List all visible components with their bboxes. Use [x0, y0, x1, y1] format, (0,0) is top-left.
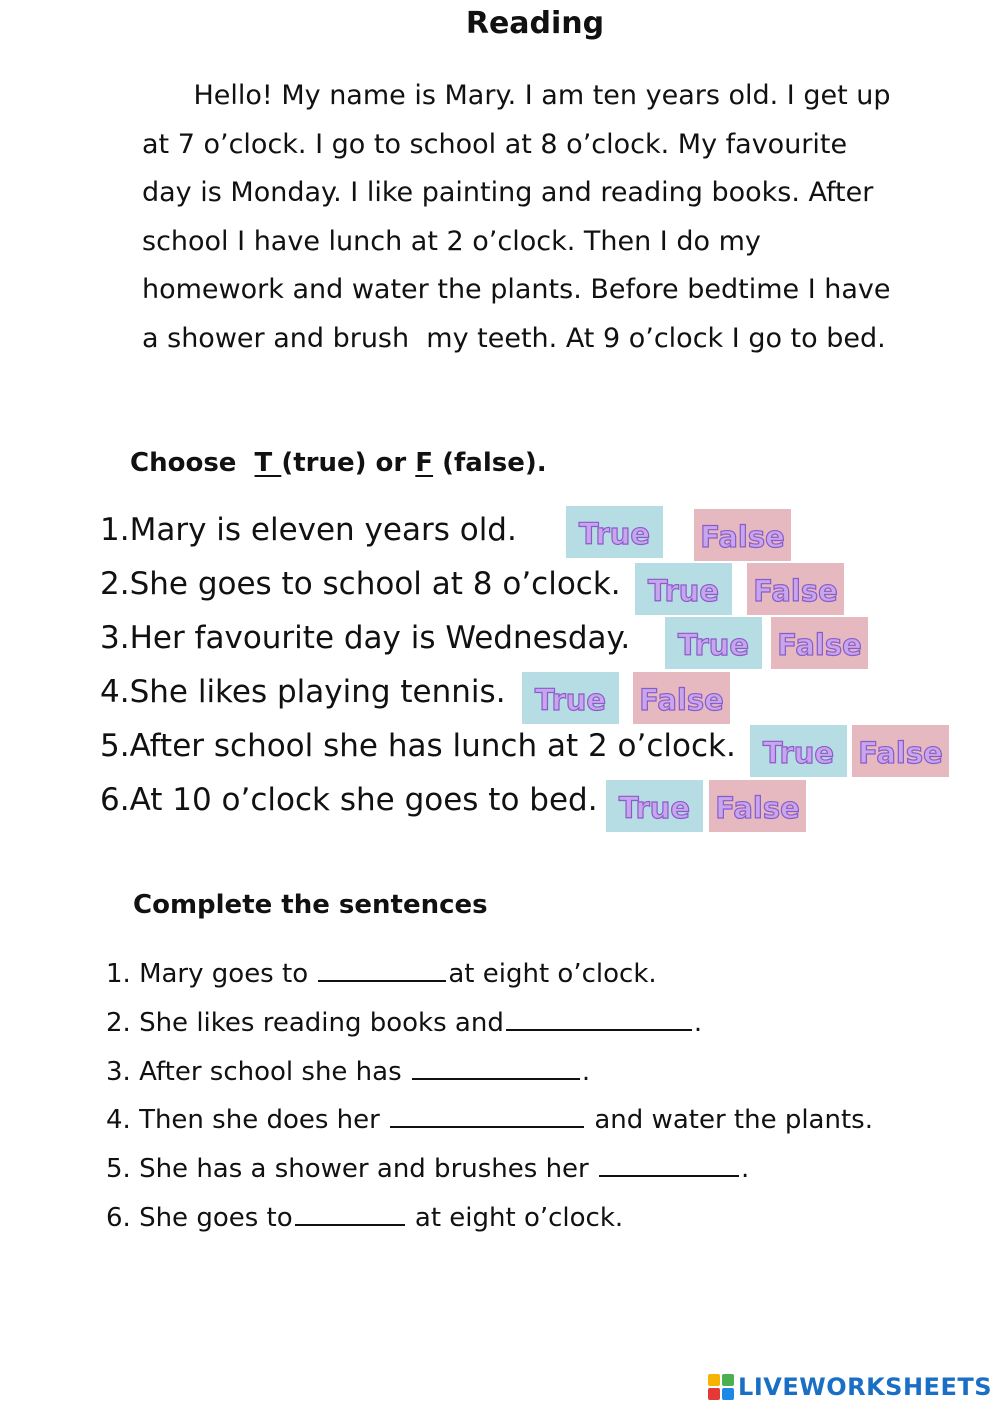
- true-button-1[interactable]: True: [566, 506, 663, 558]
- logo-icon: [708, 1374, 734, 1400]
- false-button-1[interactable]: False: [694, 509, 791, 561]
- sentence-after: at eight o’clock.: [448, 959, 657, 989]
- false-word: (false).: [433, 448, 547, 478]
- question-text: Mary is eleven years old.: [129, 512, 517, 548]
- blank-field[interactable]: [599, 1151, 739, 1177]
- sentence-before: 2. She likes reading books and: [106, 1008, 504, 1038]
- sentence-after: .: [741, 1154, 750, 1184]
- question-number: 3.: [100, 620, 130, 656]
- question-text: After school she has lunch at 2 o’clock.: [129, 728, 736, 764]
- true-button-2[interactable]: True: [635, 563, 732, 615]
- sentence-2: [106, 1005, 702, 1038]
- true-button-6[interactable]: True: [606, 780, 703, 832]
- sentence-before: 3. After school she has: [106, 1057, 410, 1087]
- false-button-4[interactable]: False: [633, 672, 730, 724]
- logo-text: LIVEWORKSHEETS: [738, 1373, 992, 1401]
- blank-field[interactable]: [412, 1054, 580, 1080]
- sentence-5: [106, 1151, 749, 1184]
- false-button-6[interactable]: False: [709, 780, 806, 832]
- complete-sentences-heading: Complete the sentences: [133, 890, 488, 920]
- question-text: She likes playing tennis.: [129, 674, 506, 710]
- tf-question-3: [100, 620, 630, 656]
- sentence-3: [106, 1054, 590, 1087]
- choose-text: Choose: [130, 448, 255, 478]
- logo-square: [708, 1374, 720, 1386]
- false-button-2[interactable]: False: [747, 563, 844, 615]
- tf-question-1: [100, 512, 517, 548]
- tf-question-5: [100, 728, 736, 764]
- true-button-5[interactable]: True: [750, 725, 847, 777]
- sentence-4: [106, 1102, 873, 1135]
- sentence-before: 5. She has a shower and brushes her: [106, 1154, 597, 1184]
- blank-field[interactable]: [390, 1102, 584, 1128]
- true-button-4[interactable]: True: [522, 672, 619, 724]
- sentence-before: 6. She goes to: [106, 1203, 293, 1233]
- false-button-5[interactable]: False: [852, 725, 949, 777]
- passage-line: Hello! My name is Mary. I am ten years old. I get up: [142, 80, 891, 111]
- page-title: Reading: [465, 6, 605, 41]
- passage-line: a shower and brush my teeth. At 9 o’clock I go to bed.: [142, 322, 886, 354]
- f-letter: F: [415, 448, 434, 478]
- question-text: She goes to school at 8 o’clock.: [129, 566, 621, 602]
- false-button-3[interactable]: False: [771, 617, 868, 669]
- question-text: At 10 o’clock she goes to bed.: [129, 782, 598, 818]
- liveworksheets-logo: [708, 1373, 992, 1401]
- reading-passage: [142, 72, 932, 363]
- sentence-1: [106, 956, 657, 989]
- true-button-3[interactable]: True: [665, 617, 762, 669]
- blank-field[interactable]: [295, 1200, 405, 1226]
- question-number: 4.: [100, 674, 130, 710]
- question-number: 5.: [100, 728, 130, 764]
- passage-line: at 7 o’clock. I go to school at 8 o’clock. My favourite: [142, 128, 848, 160]
- sentence-after: at eight o’clock.: [406, 1203, 624, 1233]
- sentence-before: 1. Mary goes to: [106, 959, 317, 989]
- sentence-6: [106, 1200, 623, 1233]
- t-letter: T: [254, 448, 282, 478]
- passage-line: homework and water the plants. Before bedtime I have: [142, 274, 891, 305]
- true-false-heading: [130, 448, 547, 478]
- tf-question-6: [100, 782, 598, 818]
- tf-question-4: [100, 674, 506, 710]
- logo-square: [708, 1388, 720, 1400]
- blank-field[interactable]: [318, 956, 446, 982]
- question-number: 2.: [100, 566, 130, 602]
- sentence-after: .: [693, 1008, 703, 1038]
- sentence-before: 4. Then she does her: [106, 1105, 389, 1135]
- logo-square: [722, 1388, 734, 1400]
- logo-square: [722, 1374, 734, 1386]
- passage-line: day is Monday. I like painting and reading books. After: [142, 177, 874, 208]
- true-word: (true) or: [281, 448, 416, 478]
- question-number: 6.: [100, 782, 130, 818]
- question-number: 1.: [100, 512, 130, 548]
- question-text: Her favourite day is Wednesday.: [129, 620, 631, 656]
- blank-field[interactable]: [506, 1005, 692, 1031]
- tf-question-2: [100, 566, 621, 602]
- sentence-after: .: [581, 1057, 591, 1087]
- passage-line: school I have lunch at 2 o’clock. Then I do my: [142, 225, 761, 257]
- sentence-after: and water the plants.: [586, 1105, 873, 1135]
